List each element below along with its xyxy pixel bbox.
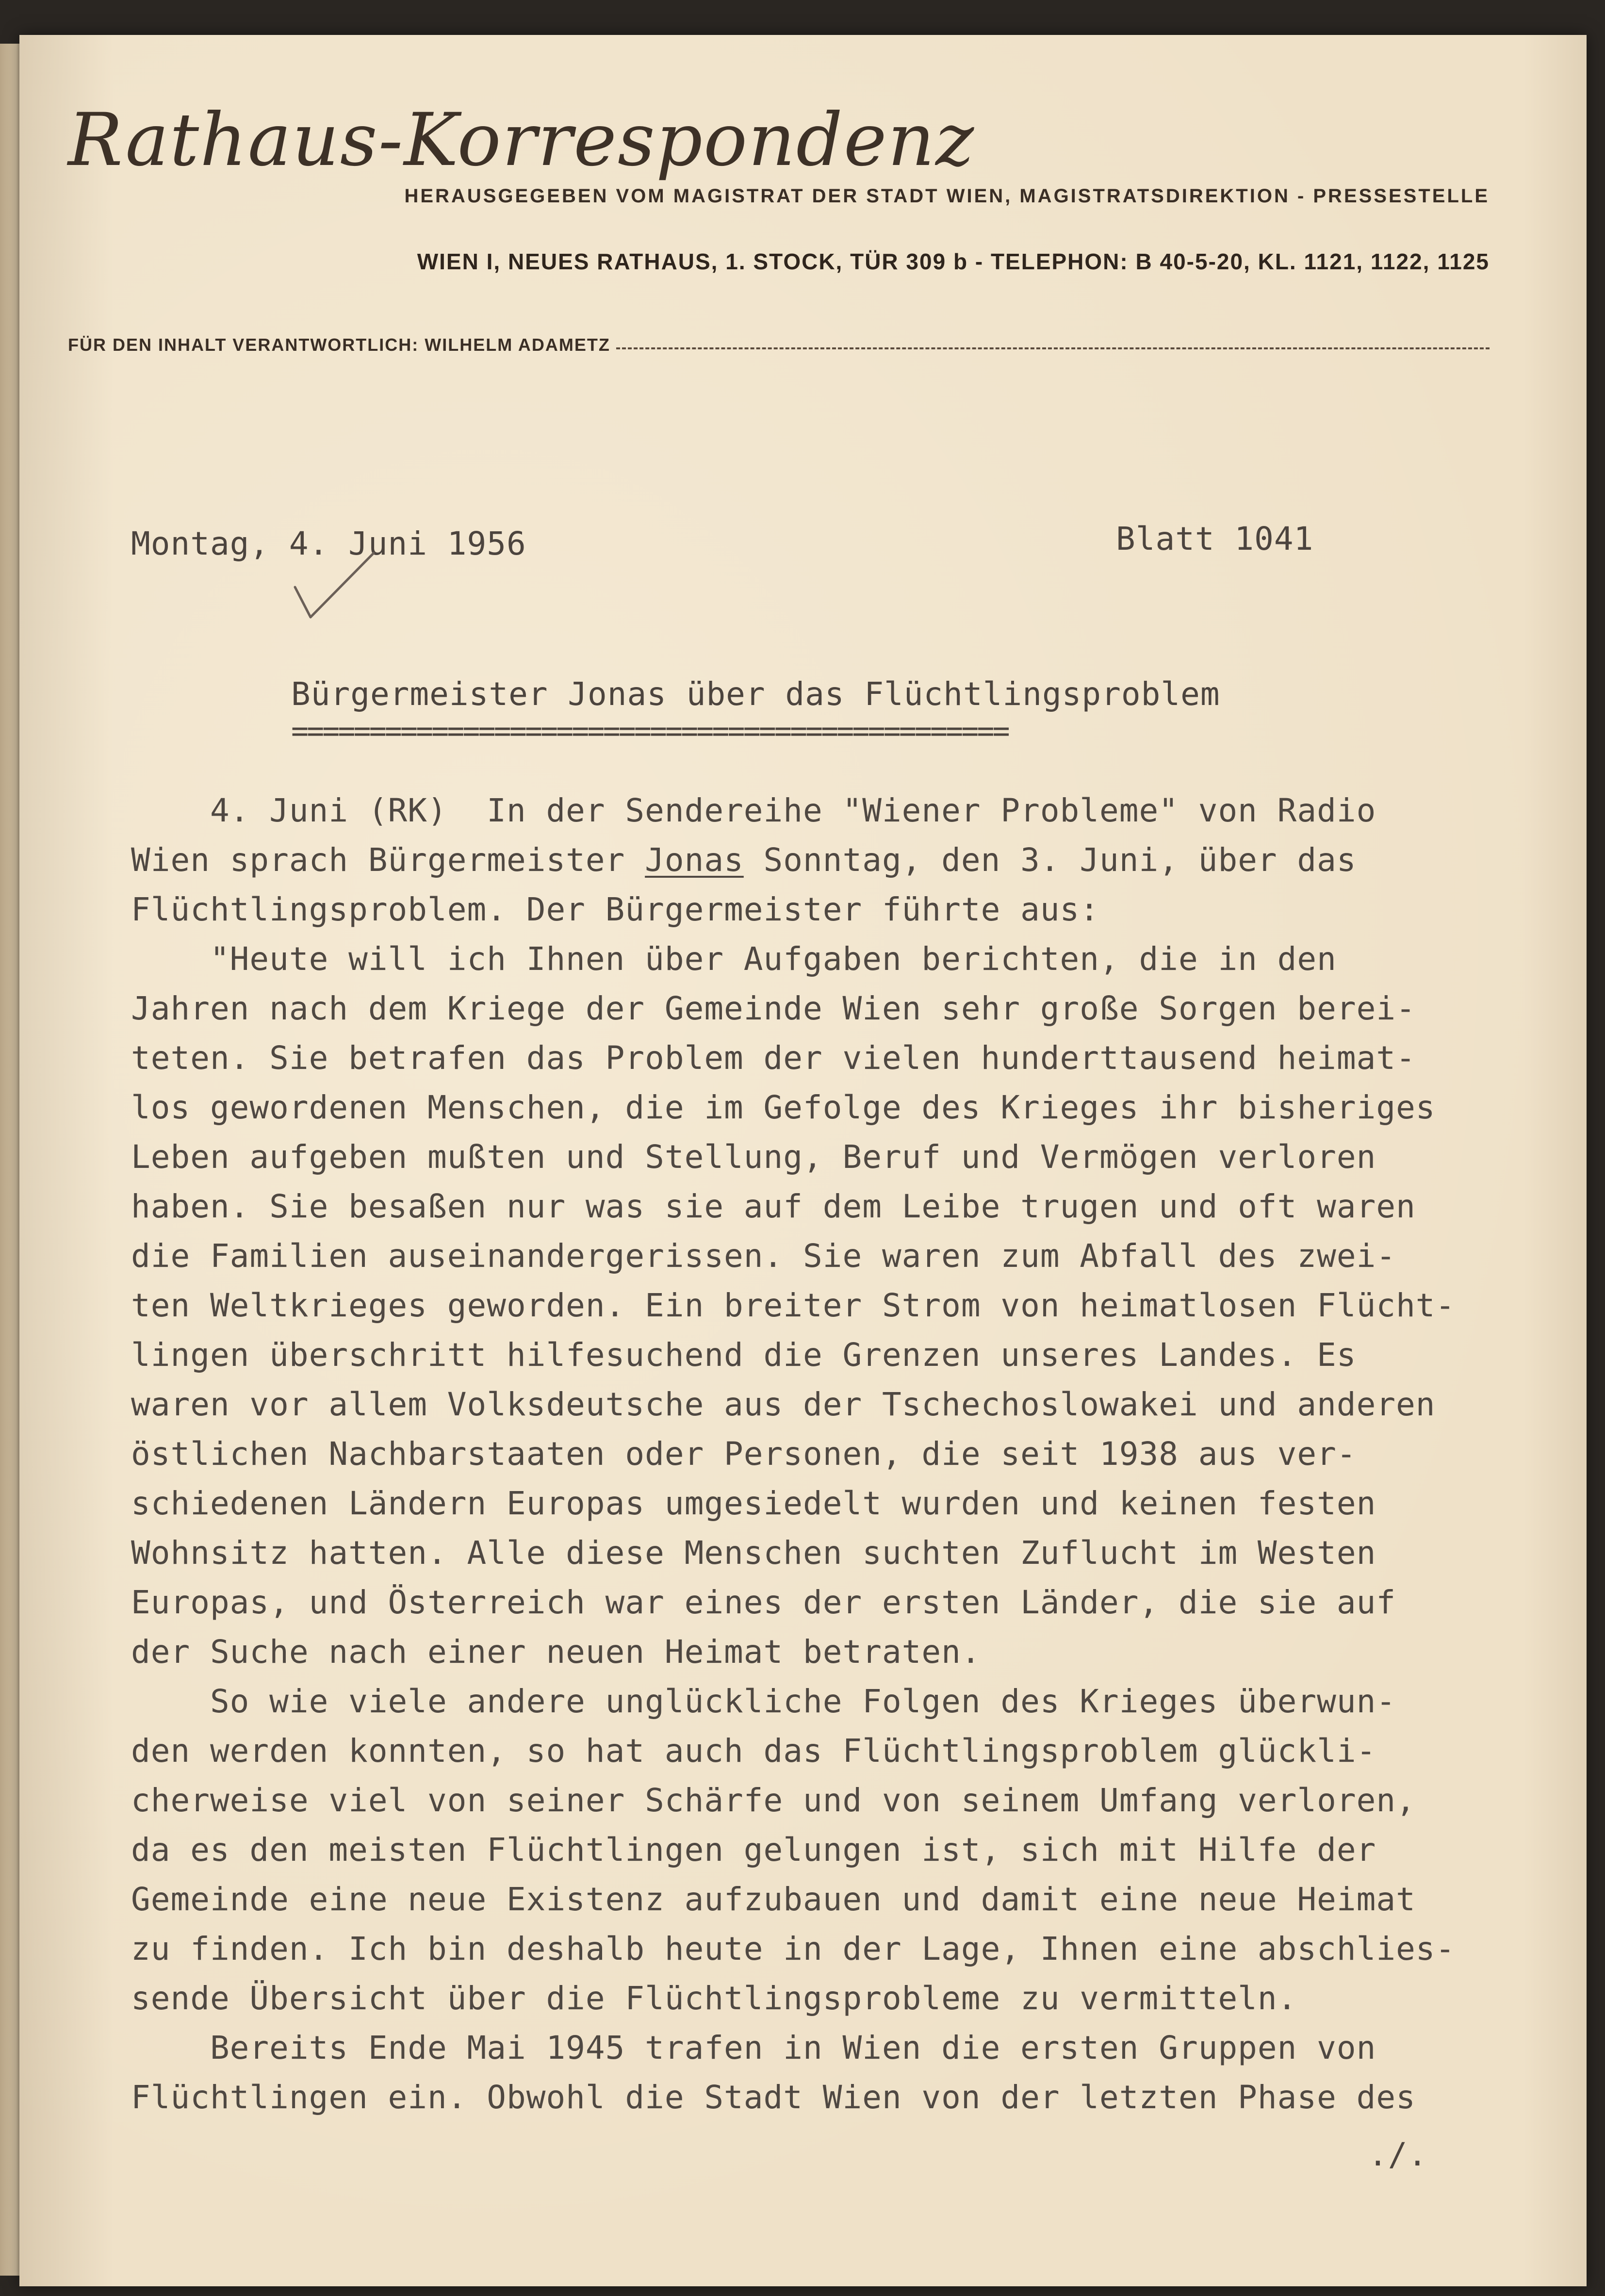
body-line xyxy=(131,1485,1376,1522)
dashed-rule xyxy=(616,347,1490,349)
responsible-text: FÜR DEN INHALT VERANTWORTLICH: WILHELM ADAMETZ xyxy=(68,335,610,355)
continuation-mark: ./. xyxy=(1368,2136,1428,2173)
body-line xyxy=(131,1089,1436,1126)
body-line-text: waren vor allem Volksdeutsche aus der Tschechoslowakei und anderen xyxy=(131,1386,1436,1423)
body-line-text: Wohnsitz hatten. Alle diese Menschen suchten Zuflucht im Westen xyxy=(131,1534,1376,1572)
body-line xyxy=(131,1386,1436,1423)
body-line xyxy=(131,1980,1297,2017)
body-line xyxy=(131,1138,1376,1176)
body-line-text: teten. Sie betrafen das Problem der vielen hunderttausend heimat- xyxy=(131,1039,1416,1077)
body-line xyxy=(131,792,1376,829)
body-line xyxy=(131,940,1337,978)
body-line-text: östlichen Nachbarstaaten oder Personen, die seit 1938 aus ver- xyxy=(131,1435,1357,1473)
body-line xyxy=(131,1188,1416,1225)
body-line-text: Leben aufgeben mußten und Stellung, Beruf und Vermögen verloren xyxy=(131,1138,1376,1176)
body-line-text: cherweise viel von seiner Schärfe und von seinem Umfang verloren, xyxy=(131,1782,1416,1819)
body-line xyxy=(131,1435,1357,1473)
body-line-text: lingen überschritt hilfesuchend die Grenzen unseres Landes. Es xyxy=(131,1336,1357,1374)
responsible-line xyxy=(68,326,1490,355)
body-line-text: Jahren nach dem Kriege der Gemeinde Wien sehr große Sorgen berei- xyxy=(131,990,1416,1027)
underlined-name: Jonas xyxy=(645,841,744,879)
body-line-text: ten Weltkrieges geworden. Ein breiter Strom von heimatlosen Flücht- xyxy=(131,1287,1456,1324)
body-line-text: Flüchtlingen ein. Obwohl die Stadt Wien von der letzten Phase des xyxy=(131,2079,1416,2116)
body-line-text: schiedenen Ländern Europas umgesiedelt wurden und keinen festen xyxy=(131,1485,1376,1522)
body-line-text: Bereits Ende Mai 1945 trafen in Wien die ersten Gruppen von xyxy=(131,2029,1376,2066)
body-line xyxy=(131,891,1099,928)
sheet-number: Blatt 1041 xyxy=(1116,520,1314,558)
body-line-text: Europas, und Österreich war eines der ersten Länder, die sie auf xyxy=(131,1584,1396,1621)
body-line-text: den werden konnten, so hat auch das Flüchtlingsproblem glückli- xyxy=(131,1732,1376,1770)
body-line xyxy=(131,2079,1416,2116)
date-line: Montag, 4. Juni 1956 xyxy=(131,525,526,562)
body-line xyxy=(131,841,1357,879)
body-line xyxy=(131,1881,1416,1918)
body-line-text: die Familien auseinandergerissen. Sie waren zum Abfall des zwei- xyxy=(131,1237,1396,1275)
body-line-text: So wie viele andere unglückliche Folgen des Krieges überwun- xyxy=(131,1683,1396,1720)
body-line xyxy=(131,1683,1396,1720)
body-line-text: "Heute will ich Ihnen über Aufgaben berichten, die in den xyxy=(131,940,1337,978)
body-line xyxy=(131,1039,1416,1077)
publisher-line: HERAUSGEGEBEN VOM MAGISTRAT DER STADT WIEN, MAGISTRATSDIREKTION - PRESSESTELLE xyxy=(404,185,1490,207)
body-line xyxy=(131,1732,1376,1770)
body-line xyxy=(131,1930,1455,1968)
body-line xyxy=(131,1534,1376,1572)
body-line xyxy=(131,1237,1396,1275)
body-line-text: 4. Juni (RK) In der Sendereihe "Wiener Probleme" von Radio xyxy=(131,792,1376,829)
body-line-text: Flüchtlingsproblem. Der Bürgermeister führte aus: xyxy=(131,891,1100,928)
article-headline: Bürgermeister Jonas über das Flüchtlingsproblem xyxy=(291,675,1220,713)
address-line: WIEN I, NEUES RATHAUS, 1. STOCK, TÜR 309 b - TELEPHON: B 40-5-20, KL. 1121, 1122, 1125 xyxy=(417,249,1490,274)
document-page xyxy=(19,35,1587,2286)
body-line xyxy=(131,990,1416,1027)
body-line-text: Wien sprach Bürgermeister xyxy=(131,841,645,879)
body-line-text: haben. Sie besaßen nur was sie auf dem Leibe trugen und oft waren xyxy=(131,1188,1416,1225)
body-line xyxy=(131,1584,1396,1621)
handwritten-check-icon xyxy=(291,549,378,632)
body-line xyxy=(131,1782,1416,1819)
body-line-text: Gemeinde eine neue Existenz aufzubauen und damit eine neue Heimat xyxy=(131,1881,1416,1918)
body-line xyxy=(131,1831,1376,1869)
masthead-title: Rathaus-Korrespondenz xyxy=(68,98,975,182)
headline-double-rule: ============================================== xyxy=(291,714,1008,748)
body-line xyxy=(131,1336,1357,1374)
body-line-text: da es den meisten Flüchtlingen gelungen ist, sich mit Hilfe der xyxy=(131,1831,1376,1869)
body-line xyxy=(131,1633,981,1671)
body-line-text-after: Sonntag, den 3. Juni, über das xyxy=(743,841,1357,879)
body-line-text: sende Übersicht über die Flüchtlingsprobleme zu vermitteln. xyxy=(131,1980,1297,2017)
body-line xyxy=(131,2029,1376,2066)
body-line xyxy=(131,1287,1455,1324)
body-line-text: der Suche nach einer neuen Heimat betraten. xyxy=(131,1633,981,1671)
body-line-text: los gewordenen Menschen, die im Gefolge des Krieges ihr bisheriges xyxy=(131,1089,1436,1126)
body-line-text: zu finden. Ich bin deshalb heute in der Lage, Ihnen eine abschlies- xyxy=(131,1930,1456,1968)
